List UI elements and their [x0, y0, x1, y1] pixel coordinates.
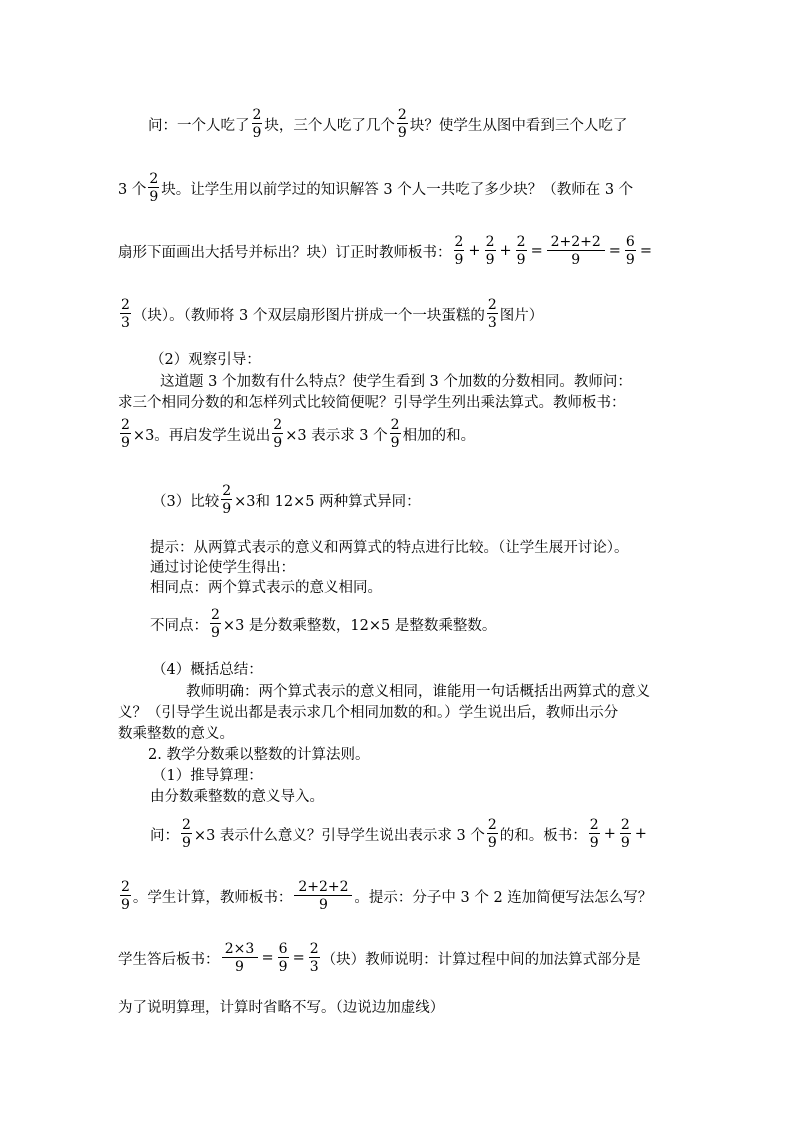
- paragraph-line: 教师明确：两个算式表示的意义相同，谁能用一句话概括出两算式的意义: [186, 684, 650, 700]
- plus-sign: +: [499, 243, 512, 259]
- text: 扇形下面画出大括号并标出？块）订正时教师板书：: [118, 244, 452, 261]
- fraction: $\frac{2}{9}$: [182, 817, 191, 851]
- fraction: $\frac{2}{9}$: [390, 417, 400, 451]
- paragraph-line: 由分数乘整数的意义导入。: [150, 789, 324, 805]
- fraction: $\frac{6}{9}$: [278, 941, 288, 975]
- para2-line: [118, 172, 633, 204]
- fraction: $\frac{2}{9}$: [485, 234, 495, 268]
- section-heading: （3）比较 $\frac{2}{9}$ ×3和 12×5 两种算式异同：: [152, 483, 421, 517]
- paragraph-line: 义？（引导学生说出都是表示求几个相同加数的和。）学生说出后，教师出示分: [118, 705, 619, 721]
- equals-sign: =: [261, 950, 274, 966]
- fraction: $\frac{2}{9}$: [454, 234, 464, 268]
- paragraph-line: $\frac{2}{9}$ 。学生计算，教师板书： $\frac{2+2+2}{9}$ 。提示：分子中 3 个 2 连加简便写法怎么写？: [121, 879, 653, 913]
- fraction: $\frac{2}{9}$: [516, 234, 526, 268]
- fraction: $\frac{2}{3}$: [487, 297, 497, 331]
- para3-line: [118, 235, 654, 267]
- paragraph-line: 求三个相同分数的和怎样列式比较简便呢？引导学生列出乘法算式。教师板书：: [118, 395, 626, 411]
- plus-sign: +: [468, 243, 481, 259]
- paragraph-line: 通过讨论使学生得出：: [150, 560, 295, 576]
- fraction: $\frac{6}{9}$: [625, 234, 635, 268]
- text: 块？使学生从图中看到三个人吃了: [409, 117, 628, 134]
- fraction: $\frac{2}{9}$: [487, 817, 497, 851]
- fraction: $\frac{2}{9}$: [589, 817, 599, 851]
- fraction: $\frac{2}{9}$: [121, 417, 130, 451]
- fraction: $\frac{2}{9}$: [397, 107, 407, 141]
- section-heading: 2. 教学分数乘以整数的计算法则。: [148, 747, 370, 763]
- plus-sign: +: [603, 826, 616, 842]
- plus-sign: +: [634, 826, 647, 842]
- equals-sign: =: [608, 243, 621, 259]
- para1-line: [148, 108, 627, 140]
- fraction: $\frac{2+2+2}{9}$: [294, 880, 352, 912]
- section-heading: （4）概括总结：: [152, 662, 263, 678]
- fraction: $\frac{2}{9}$: [121, 879, 130, 913]
- paragraph-line: 学生答后板书： $\frac{2\times 3}{9}$ = $\frac{6}{9}$ = $\frac{2}{3}$ （块）教师说明：计算过程中间的加法算式部分是: [118, 941, 641, 975]
- paragraph-line: 数乘整数的意义。: [118, 726, 234, 742]
- fraction: $\frac{2}{3}$: [309, 941, 319, 975]
- equals-sign: =: [639, 243, 652, 259]
- fraction: $\frac{2}{9}$: [620, 817, 630, 851]
- paragraph-line: 为了说明算理，计算时省略不写。（边说边加虚线）: [118, 1000, 445, 1016]
- text: 块。让学生用以前学过的知识解答 3 个人一共吃了多少块？（教师在 3 个: [161, 181, 634, 198]
- equals-sign: =: [530, 243, 543, 259]
- para4-line: [118, 298, 543, 330]
- text: 块，三个人吃了几个: [264, 117, 395, 134]
- fraction: $\frac{2\times 3}{9}$: [222, 942, 258, 974]
- text: 3 个: [118, 181, 147, 198]
- fraction: $\frac{2}{9}$: [222, 483, 232, 517]
- text: 问：一个人吃了: [148, 117, 250, 134]
- paragraph-line: 问： $\frac{2}{9}$ ×3 表示什么意义？引导学生说出表示求 3 个 $\frac{2}{9}$ 的和。板书： $\frac{2}{9}$ + $\frac{2}{9}$ +: [150, 817, 647, 851]
- paragraph-line: $\frac{2}{9}$ ×3。再启发学生说出 $\frac{2}{9}$ ×3 表示求 3 个 $\frac{2}{9}$ 相加的和。: [121, 417, 476, 451]
- fraction: $\frac{2}{9}$: [149, 171, 159, 205]
- fraction: $\frac{2}{9}$: [252, 107, 262, 141]
- text: （块）。（教师将 3 个双层扇形图片拼成一个一块蛋糕的: [132, 307, 485, 324]
- paragraph-line: 相同点：两个算式表示的意义相同。: [150, 580, 382, 596]
- fraction: $\frac{2}{9}$: [273, 417, 283, 451]
- paragraph-line: 提示：从两算式表示的意义和两算式的特点进行比较。（让学生展开讨论）。: [150, 540, 629, 556]
- fraction: $\frac{2}{3}$: [121, 297, 130, 331]
- section-subheading: （1）推导算理：: [152, 768, 263, 784]
- paragraph-line: 这道题 3 个加数有什么特点？使学生看到 3 个加数的分数相同。教师问：: [160, 374, 632, 390]
- equals-sign: =: [292, 950, 305, 966]
- fraction: $\frac{2+2+2}{9}$: [547, 235, 605, 267]
- text: 图片）: [499, 307, 544, 324]
- paragraph-line: 不同点： $\frac{2}{9}$ ×3 是分数乘整数，12×5 是整数乘整数。: [150, 607, 497, 641]
- fraction: $\frac{2}{9}$: [211, 607, 220, 641]
- section-heading: （2）观察引导：: [150, 352, 261, 368]
